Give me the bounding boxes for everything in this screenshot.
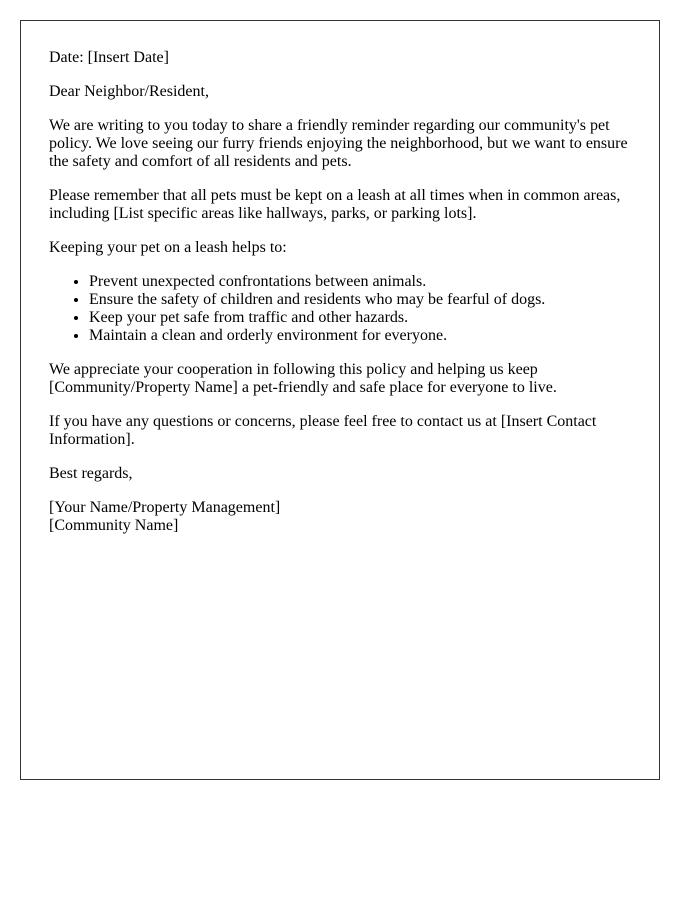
sign-off: Best regards, xyxy=(49,465,133,482)
list-item: • Keep your pet safe from traffic and other hazards. xyxy=(89,309,631,327)
list-item: • Ensure the safety of children and residents who may be fearful of dogs. xyxy=(89,291,631,309)
date-line: Date: [Insert Date] xyxy=(49,49,169,66)
benefits-intro: Keeping your pet on a leash helps to: xyxy=(49,239,287,256)
benefits-list xyxy=(49,273,631,345)
salutation: Dear Neighbor/Resident, xyxy=(49,83,209,100)
intro-paragraph: We are writing to you today to share a friendly reminder regarding our community's pet policy. We love seeing our furry friends enjoying the neighborhood, but we want to ensure the safety and comfort of all residents and pets. xyxy=(49,117,628,170)
signature-community: [Community Name] xyxy=(49,517,179,534)
signature-block xyxy=(49,499,631,535)
appreciation-paragraph: We appreciate your cooperation in following this policy and helping us keep [Community/Property Name] a pet-friendly and safe place for everyone to live. xyxy=(49,361,557,396)
letter-page xyxy=(20,20,660,780)
list-item: • Maintain a clean and orderly environment for everyone. xyxy=(89,327,631,345)
contact-paragraph: If you have any questions or concerns, please feel free to contact us at [Insert Contact Information]. xyxy=(49,413,597,448)
list-item: • Prevent unexpected confrontations between animals. xyxy=(89,273,631,291)
leash-policy-paragraph: Please remember that all pets must be kept on a leash at all times when in common areas, including [List specific areas like hallways, parks, or parking lots]. xyxy=(49,187,621,222)
signature-name: [Your Name/Property Management] xyxy=(49,499,281,516)
